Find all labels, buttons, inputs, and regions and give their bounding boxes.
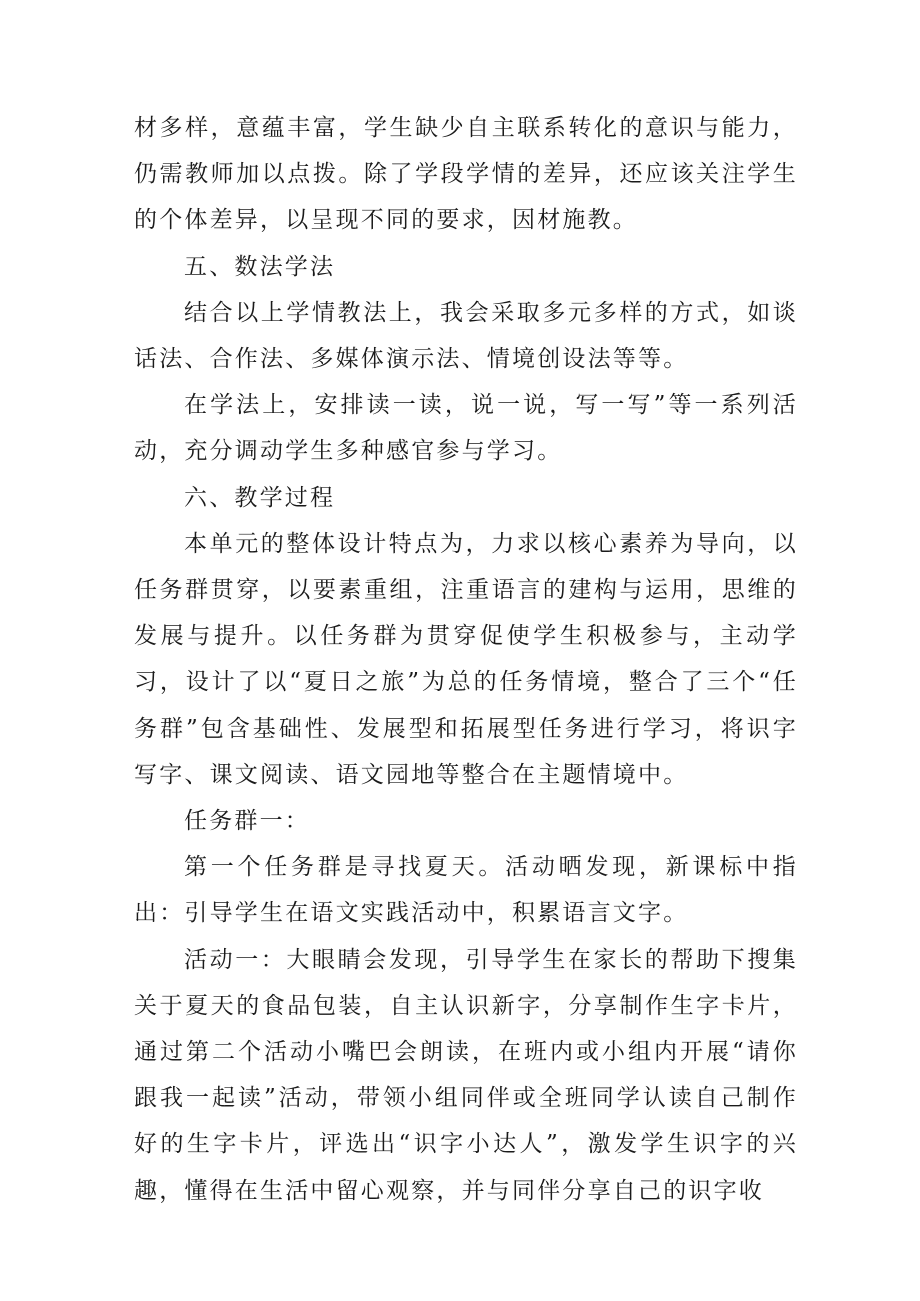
paragraph-teaching-methods: 结合以上学情教法上，我会采取多元多样的方式，如谈话法、合作法、多媒体演示法、情境创设法等等。 <box>134 299 798 373</box>
section-heading-six: 六、教学过程 <box>184 484 336 511</box>
paragraph-activity-one: 活动一：大眼睛会发现，引导学生在家长的帮助下搜集关于夏天的食品包装，自主认识新字，分享制作生字卡片，通过第二个活动小嘴巴会朗读，在班内或小组内开展“请你跟我一起读”活动，带领小组同伴或全班同学认读自己制作好的生字卡片，评选出“识字小达人”，激发学生识字的兴趣，懂得在生活中留心观察，并与同伴分享自己的识字收 <box>134 946 798 1204</box>
paragraph-unit-design: 本单元的整体设计特点为，力求以核心素养为导向，以任务群贯穿，以要素重组，注重语言的建构与运用，思维的发展与提升。以任务群为贯穿促使学生积极参与，主动学习，设计了以“夏日之旅”为总的任务情境，整合了三个“任务群”包含基础性、发展型和拓展型任务进行学习，将识字写字、课文阅读、语文园地等整合在主题情境中。 <box>134 530 798 788</box>
subheading-task-group-one: 任务群一： <box>184 808 310 835</box>
paragraph-task-group-one: 第一个任务群是寻找夏天。活动晒发现，新课标中指出：引导学生在语文实践活动中，积累语言文字。 <box>134 854 798 927</box>
document-body <box>134 105 798 1214</box>
paragraph-continued: 材多样，意蕴丰富，学生缺少自主联系转化的意识与能力，仍需教师加以点拨。除了学段学情的差异，还应该关注学生的个体差异，以呈现不同的要求，因材施教。 <box>134 115 798 234</box>
paragraph-learning-methods: 在学法上，安排读一读，说一说，写一写”等一系列活动，充分调动学生多种感官参与学习。 <box>134 392 798 465</box>
section-heading-five: 五、数法学法 <box>184 253 336 280</box>
